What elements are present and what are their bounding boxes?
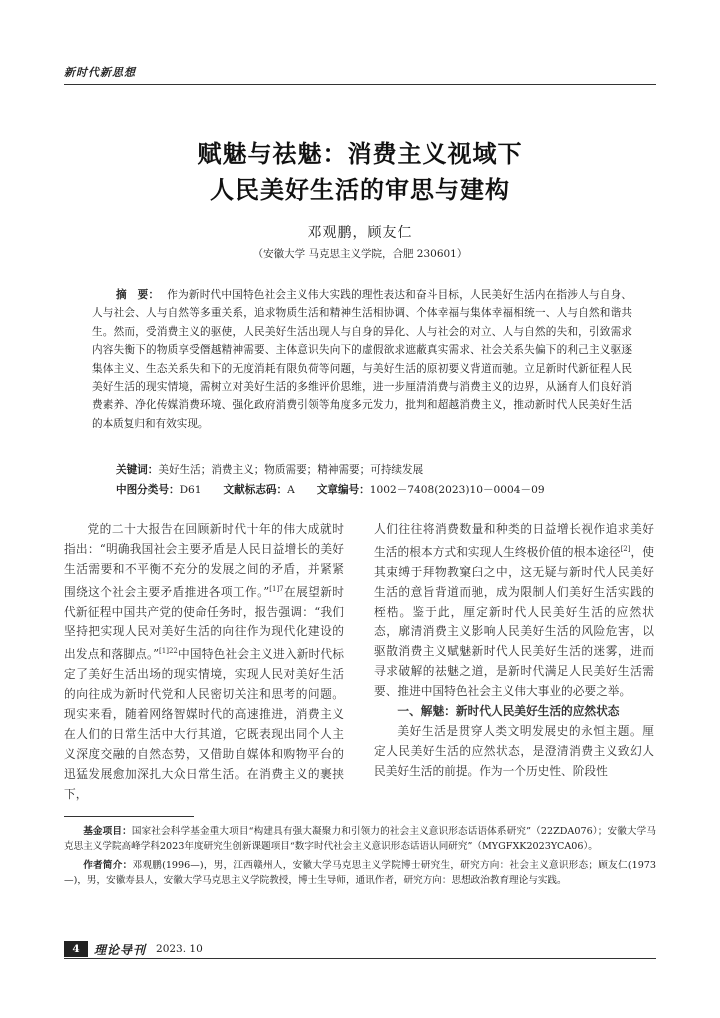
- classification-line: [116, 482, 545, 497]
- footnote-rule: [64, 816, 194, 817]
- abstract: [92, 286, 632, 433]
- authors: 邓观鹏，顾友仁: [307, 225, 413, 241]
- journal-name: 理论导刊: [94, 942, 147, 957]
- author-bio-text: 邓观鹏(1996—)，男，江西赣州人，安徽大学马克思主义学院博士研究生，研究方向：社会主义意识形态；顾友仁(1973—)，男，安徽寿县人，安徽大学马克思主义学院教授，博士生导师，通讯作者，研究方向：思想政治教育理论与实践。: [64, 860, 657, 886]
- keywords-text: 美好生活；消费主义；物质需要；精神需要；可持续发展: [158, 464, 424, 476]
- text-run: 党的二十大报告在回顾新时代十年的伟大成就时指出：“明确我国社会主要矛盾是人民日益增长的美好生活需要和不平衡不充分的发展之间的矛盾，并紧紧围绕这个社会主要矛盾推进各项工作。”: [64, 522, 344, 599]
- header-rule: [64, 84, 656, 85]
- abstract-text: 作为新时代中国特色社会主义伟大实践的理性表达和奋斗目标，人民美好生活内在指涉人与自身、人与社会、人与自然等多重关系，追求物质生活和精神生活相协调、个体幸福与集体幸福相统一、人与自然和谐共生。然而，受消费主义的驱使，人民美好生活出现人与自身的异化、人与社会的对立、人与自然的失和，引致需求内容失衡下的物质享受僭越精神需要、主体意识失向下的虚假欲求遮蔽真实需求、社会关系失偏下的利己主义驱逐集体主义、生态关系失和下的无度消耗有限负荷等问题，与美好生活的原初要义背道而驰。立足新时代新征程人民美好生活的现实情境，需树立对美好生活的多维评价思维，进一步厘清消费与消费主义的边界，从涵育人们良好消费素养、净化传媒消费环境、强化政府消费引领等角度多元发力，批判和超越消费主义，推动新时代人民美好生活的本质复归和有效实现。: [92, 289, 633, 430]
- issue-number: 2023. 10: [156, 943, 203, 955]
- funding-label: 基金项目：: [83, 826, 132, 837]
- article-id-value: 1002－7408(2023)10－0004－09: [369, 484, 545, 496]
- funding-text: 国家社会科学基金重大项目“构建具有强大凝聚力和引领力的社会主义意识形态话语体系研究”（22ZDA076）；安徽大学马克思主义学院高峰学科2023年度研究生创新课题项目“数字时代社会主义意识形态话语认同研究”（MYGFXK2023YCA06）。: [64, 826, 656, 852]
- funding-note: [64, 824, 656, 854]
- running-header: 新时代新思想: [64, 66, 136, 79]
- citation: [1]22: [159, 647, 178, 656]
- text-run: 在展望新时代新征程中国共产党的使命任务时，报告强调：“我们坚持把实现人民对美好生活的向往作为现代化建设的出发点和落脚点。”: [64, 584, 344, 662]
- paragraph: 美好生活是贯穿人类文明发展史的永恒主题。厘定人民美好生活的应然状态，是澄清消费主义致幻人民美好生活的前提。作为一个历史性、阶段性: [374, 723, 654, 778]
- abstract-label: 摘 要：: [116, 289, 160, 301]
- affiliation: （安徽大学 马克思主义学院，合肥 230601）: [252, 248, 468, 260]
- text-run: ，使其束缚于拜物教窠臼之中，这无疑与新时代人民美好生活的意旨背道而驰，成为限制人们美好生活实践的桎梏。鉴于此，厘定新时代人民美好生活的应然状态，廓清消费主义影响人民美好生活的风险危害，以驱散消费主义赋魅新时代人民美好生活的迷雾，进而寻求破解的祛魅之道，是新时代满足人民美好生活需要、推进中国特色社会主义伟大事业的必要之举。: [374, 544, 654, 699]
- article-title-line1: 赋魅与祛魅：消费主义视域下: [197, 140, 523, 168]
- paragraph: [64, 520, 344, 804]
- keywords: [116, 462, 423, 477]
- author-bio-label: 作者简介：: [83, 860, 133, 871]
- body-column-right: [374, 520, 654, 782]
- page-number: 4: [64, 941, 88, 957]
- author-note: [64, 858, 656, 888]
- text-run: 中国特色社会主义进入新时代标定了美好生活出场的现实情境，实现人民对美好生活的向往成为新时代党和人民密切关注和思考的问题。现实来看，随着网络智媒时代的高速推进，消费主义在人们的日常生活中大行其道，它既表现出同个人主义深度交融的自然态势，又借助自媒体和购物平台的迅猛发展愈加深扎大众日常生活。在消费主义的裹挟下，: [64, 647, 344, 801]
- article-title-line2: 人民美好生活的审思与建构: [210, 176, 510, 204]
- clc-value: D61: [179, 484, 202, 496]
- paragraph: [374, 520, 654, 702]
- citation: [2]: [620, 544, 631, 553]
- body-column-left: [64, 520, 344, 804]
- doc-code-label: 文献标志码：: [223, 484, 288, 496]
- keywords-label: 关键词：: [116, 464, 159, 476]
- footnotes: [64, 824, 656, 892]
- doc-code-value: A: [287, 484, 295, 496]
- article-id-label: 文章编号：: [316, 484, 370, 496]
- page-footer: [64, 941, 203, 957]
- text-run: 人们往往将消费数量和种类的日益增长视作追求美好生活的根本方式和实现人生终极价值的根本途径: [374, 522, 654, 559]
- citation: [1]7: [269, 584, 284, 593]
- section-heading: 一、解魅：新时代人民美好生活的应然状态: [397, 704, 620, 719]
- clc-label: 中图分类号：: [116, 484, 180, 496]
- footer-rule: [64, 958, 656, 959]
